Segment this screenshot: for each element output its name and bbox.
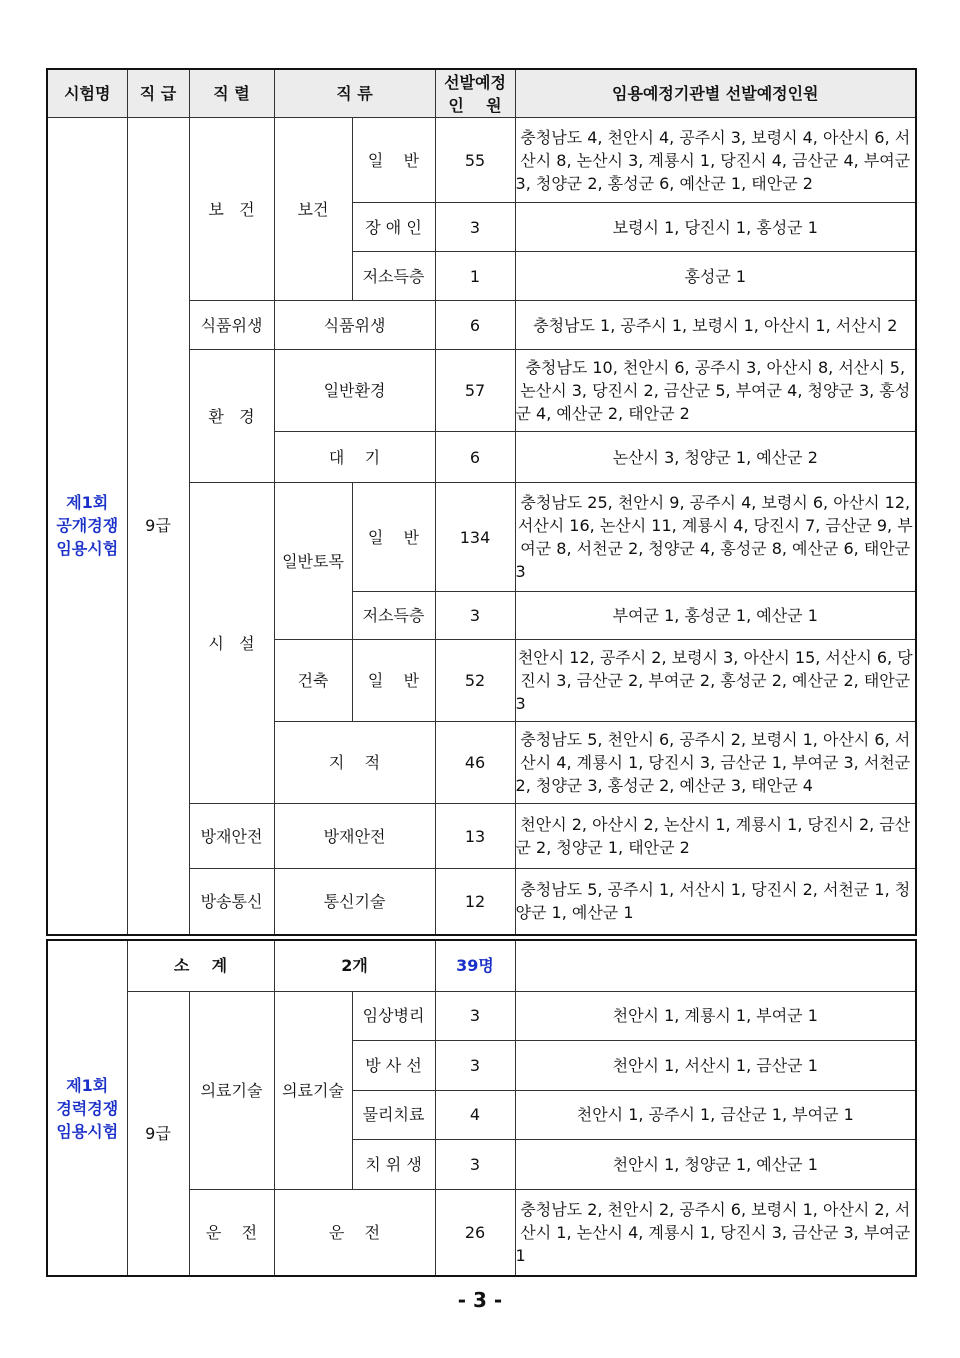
count-cell: 46	[435, 722, 515, 804]
distribution-cell: 충청남도 5, 공주시 1, 서산시 1, 당진시 2, 서천군 1, 청양군 1, 예산군 1	[515, 869, 916, 935]
subtotal-count: 39명	[435, 940, 515, 991]
count-cell: 13	[435, 804, 515, 869]
count-cell: 1	[435, 252, 515, 301]
category-cell: 방재안전	[274, 804, 435, 869]
career-table	[46, 939, 917, 1277]
count-cell: 3	[435, 592, 515, 640]
page-number: - 3 -	[457, 1288, 503, 1312]
distribution-cell: 천안시 1, 청양군 1, 예산군 1	[515, 1139, 916, 1189]
distribution-cell: 충청남도 1, 공주시 1, 보령시 1, 아산시 1, 서산시 2	[515, 301, 916, 350]
header-count	[435, 69, 515, 118]
header-category: 직 류	[274, 69, 435, 118]
header-grade: 직 급	[127, 69, 189, 118]
count-cell: 52	[435, 640, 515, 722]
career-exam-line: 임용시험	[56, 1121, 119, 1141]
sub-category: 일 반	[352, 483, 435, 592]
table-row	[47, 118, 916, 203]
series-cell: 방재안전	[189, 804, 274, 869]
category-bogeon: 보건	[274, 118, 352, 301]
series-bogeon: 보 건	[189, 118, 274, 301]
open-exam-line: 임용시험	[56, 539, 119, 559]
count-cell: 4	[435, 1090, 515, 1139]
distribution-cell: 충청남도 5, 천안시 6, 공주시 2, 보령시 1, 아산시 6, 서산시 4, 계룡시 1, 당진시 3, 금산군 1, 부여군 3, 서천군 2, 청양군 3, 홍성군 2, 예산군 3, 태안군 4	[515, 722, 916, 804]
category-cell: 통신기술	[274, 869, 435, 935]
category-medical: 의료기술	[274, 991, 352, 1189]
sub-category: 일 반	[352, 118, 435, 203]
category-architecture: 건축	[274, 640, 352, 722]
category-cell: 지 적	[274, 722, 435, 804]
distribution-cell: 충청남도 4, 천안시 4, 공주시 3, 보령시 4, 아산시 6, 서산시 8, 논산시 3, 계룡시 1, 당진시 4, 금산군 4, 부여군 3, 청양군 2, 홍성군 6, 예산군 1, 태안군 2	[515, 118, 916, 203]
distribution-cell: 부여군 1, 홍성군 1, 예산군 1	[515, 592, 916, 640]
distribution-cell: 충청남도 10, 천안시 6, 공주시 3, 아산시 8, 서산시 5, 논산시 3, 당진시 2, 금산군 5, 부여군 4, 청양군 3, 홍성군 4, 예산군 2, 태안군 2	[515, 350, 916, 432]
sub-category: 물리치료	[352, 1090, 435, 1139]
count-cell: 3	[435, 1139, 515, 1189]
series-medical: 의료기술	[189, 991, 274, 1189]
header-distribution: 임용예정기관별 선발예정인원	[515, 69, 916, 118]
category-cell: 일반환경	[274, 350, 435, 432]
sub-category: 일 반	[352, 640, 435, 722]
career-exam-name	[47, 940, 127, 1276]
series-cell: 방송통신	[189, 869, 274, 935]
recruitment-table	[46, 68, 917, 936]
career-exam-line: 경력경쟁	[56, 1098, 119, 1118]
header-exam: 시험명	[47, 69, 127, 118]
distribution-cell: 충청남도 2, 천안시 2, 공주시 6, 보령시 1, 아산시 2, 서산시 1, 논산시 4, 계룡시 1, 당진시 3, 금산군 3, 부여군 1	[515, 1189, 916, 1276]
header-row	[47, 69, 916, 118]
distribution-cell: 천안시 1, 공주시 1, 금산군 1, 부여군 1	[515, 1090, 916, 1139]
count-cell: 3	[435, 991, 515, 1040]
career-grade: 9급	[127, 991, 189, 1276]
sub-category: 임상병리	[352, 991, 435, 1040]
table-row	[47, 991, 916, 1040]
sub-category: 장 애 인	[352, 203, 435, 252]
count-cell: 57	[435, 350, 515, 432]
count-cell: 12	[435, 869, 515, 935]
open-exam-name	[47, 118, 127, 935]
count-cell: 26	[435, 1189, 515, 1276]
subtotal-label: 소 계	[127, 940, 274, 991]
subtotal-row	[47, 940, 916, 991]
category-cell: 대 기	[274, 432, 435, 483]
distribution-cell: 천안시 1, 계룡시 1, 부여군 1	[515, 991, 916, 1040]
category-cell: 식품위생	[274, 301, 435, 350]
sub-category: 저소득층	[352, 252, 435, 301]
distribution-cell: 충청남도 25, 천안시 9, 공주시 4, 보령시 6, 아산시 12, 서산시 16, 논산시 11, 계룡시 4, 당진시 7, 금산군 9, 부여군 8, 서천군 2, 청양군 4, 홍성군 8, 예산군 6, 태안군 3	[515, 483, 916, 592]
sub-category: 방 사 선	[352, 1040, 435, 1090]
count-cell: 3	[435, 203, 515, 252]
count-cell: 134	[435, 483, 515, 592]
count-cell: 6	[435, 301, 515, 350]
open-grade: 9급	[127, 118, 189, 935]
header-series: 직 렬	[189, 69, 274, 118]
career-exam-line: 제1회	[66, 1075, 109, 1095]
distribution-cell: 천안시 1, 서산시 1, 금산군 1	[515, 1040, 916, 1090]
category-driving: 운 전	[274, 1189, 435, 1276]
distribution-cell: 천안시 12, 공주시 2, 보령시 3, 아산시 15, 서산시 6, 당진시 3, 금산군 2, 부여군 2, 홍성군 2, 예산군 2, 태안군 3	[515, 640, 916, 722]
series-driving: 운 전	[189, 1189, 274, 1276]
sub-category: 치 위 생	[352, 1139, 435, 1189]
distribution-cell: 천안시 2, 아산시 2, 논산시 1, 계룡시 1, 당진시 2, 금산군 2, 청양군 1, 태안군 2	[515, 804, 916, 869]
open-exam-line: 공개경쟁	[56, 516, 119, 536]
open-exam-line: 제1회	[66, 493, 109, 513]
count-cell: 3	[435, 1040, 515, 1090]
subtotal-empty	[515, 940, 916, 991]
count-cell: 55	[435, 118, 515, 203]
distribution-cell: 홍성군 1	[515, 252, 916, 301]
header-count-line1: 선발예정	[444, 72, 506, 92]
series-env: 환 경	[189, 350, 274, 483]
series-cell: 식품위생	[189, 301, 274, 350]
subtotal-types: 2개	[274, 940, 435, 991]
category-civil: 일반토목	[274, 483, 352, 640]
header-count-line2: 인 원	[448, 95, 502, 115]
series-facility: 시 설	[189, 483, 274, 804]
count-cell: 6	[435, 432, 515, 483]
sub-category: 저소득층	[352, 592, 435, 640]
distribution-cell: 논산시 3, 청양군 1, 예산군 2	[515, 432, 916, 483]
distribution-cell: 보령시 1, 당진시 1, 홍성군 1	[515, 203, 916, 252]
